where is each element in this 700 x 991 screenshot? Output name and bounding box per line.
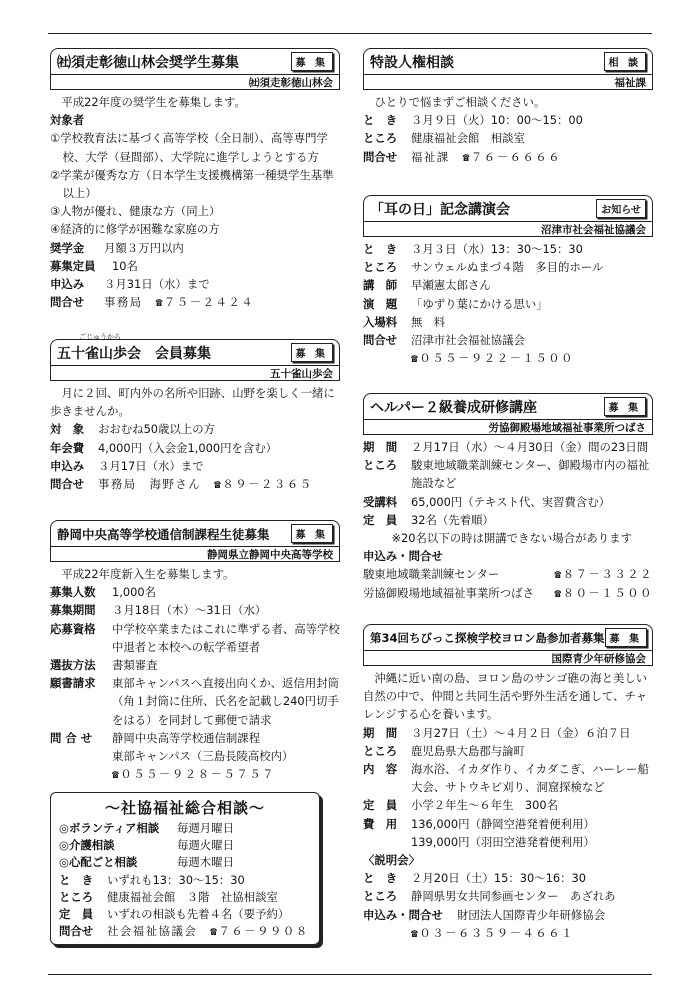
info-value: 静岡県男女共同参画センター あざれあ (411, 889, 616, 904)
rights-notice (363, 48, 653, 166)
info-value: 「ゆずり葉にかける思い」 (411, 296, 548, 311)
info-key: 問合せ (363, 333, 398, 348)
info-value: 事務局 海野さん ☎８９－２３６５ (98, 477, 313, 492)
school-notice (50, 520, 340, 783)
info-key: 期 間 (363, 440, 398, 454)
target-item: ④経済的に修学が困難な家庭の方 (50, 222, 220, 237)
welfare-consultation-box (50, 792, 320, 945)
info-row (363, 906, 653, 924)
info-row (363, 313, 653, 331)
info-row (363, 240, 653, 258)
info-row (363, 760, 653, 796)
info-key: ところ (363, 889, 398, 904)
info-value: ３月９日（火）10：00～15：00 (411, 113, 583, 128)
info-row (50, 439, 340, 457)
info-value: 1,000名 (112, 585, 156, 600)
contact-phone: ☎８７－３３２２ (554, 567, 653, 582)
target-item: ②学業が優秀な方（日本学生支援機構第一種奨学生基準以上） (50, 167, 334, 201)
info-key: ところ (59, 889, 94, 904)
info-value: いずれも13：30～15：30 (107, 872, 245, 887)
notice-org: 五十雀山歩会 (50, 365, 340, 381)
notice-org: 福祉課 (363, 74, 653, 90)
info-row (363, 511, 653, 529)
info-key: 費 用 (363, 816, 398, 831)
briefing-label: 〈説明会〉 (363, 853, 420, 868)
notice-intro: 平成22年度新入生を募集します。 (61, 567, 235, 581)
info-row (59, 906, 311, 923)
info-value: 無 料 (411, 314, 446, 329)
info-value: 中学校卒業またはこれに準ずる者、高等学校中退者と本校への転学希望者 (112, 621, 340, 654)
hiking-notice (50, 333, 340, 493)
info-value: 月額３万円以内 (104, 240, 184, 255)
info-value: 東部キャンパスへ直接出向くか、返信用封筒（角１封筒に住所、氏名を記載し240円切手をはる）を同封して郵便で請求 (112, 676, 340, 727)
info-value: ３月31日（水）まで (104, 277, 210, 292)
info-key: 定 員 (363, 512, 398, 527)
notice-body (363, 237, 653, 367)
notice-header (363, 48, 653, 74)
info-value: ☎０５５－９２８－５７５７ (112, 767, 276, 782)
info-row (50, 656, 340, 674)
notice-header (50, 48, 340, 74)
info-value: 136,000円（静岡空港発着便利用） (411, 816, 595, 831)
info-row (363, 148, 653, 166)
info-key: 入場料 (363, 314, 398, 329)
info-value: 健康福祉会館 ３階 社協相談室 (107, 889, 278, 904)
consult-row (59, 854, 311, 871)
info-key: 選抜方法 (50, 658, 96, 673)
notice-header (363, 195, 653, 221)
box-title: ～社協福祉総合相談～ (104, 799, 265, 817)
notice-body (50, 562, 340, 783)
info-row (50, 293, 340, 311)
info-value: 沼津市社会福祉協議会 (411, 333, 525, 348)
info-row (363, 869, 653, 887)
info-key: 定 員 (363, 798, 398, 813)
info-key: ところ (363, 743, 398, 758)
target-item: ①学校教育法に基づく高等学校（全日制）、高等専門学校、大学（昼間部）、大学院に進学しようとする方 (50, 131, 328, 164)
notice-intro: 平成22年度の奨学生を募集します。 (61, 95, 246, 109)
notice-tag: 募 集 (604, 397, 646, 416)
contact-row (363, 565, 653, 583)
info-key: 問合せ (363, 149, 398, 164)
box-body (59, 820, 311, 940)
consult-type: ◎介護相談 (59, 838, 115, 853)
target-item: ③人物が優れ、健康な方（同上） (50, 204, 221, 219)
notice-org: 沼津市社会福祉協議会 (363, 221, 653, 237)
info-value: 早瀬憲太郎さん (411, 278, 491, 293)
info-key: と き (363, 113, 398, 128)
notice-tag: 募 集 (291, 343, 333, 362)
info-key: 受講料 (363, 494, 398, 509)
info-value: 139,000円（羽田空港発着便利用） (411, 834, 595, 849)
contact-name: 労協御殿場地域福祉事業所つばさ (363, 585, 534, 600)
info-row (59, 889, 311, 906)
info-row (50, 420, 340, 438)
consult-row (59, 820, 311, 837)
info-key: 募集定員 (50, 258, 96, 273)
title-text: 五十雀山歩会 会員募集 (57, 345, 211, 362)
info-row (50, 620, 340, 656)
info-key: ところ (363, 131, 398, 146)
info-value: サンウェルぬまづ４階 多目的ホール (411, 260, 604, 275)
info-row (59, 923, 311, 940)
info-value: 福祉課 ☎７６－６６６６ (411, 149, 562, 164)
info-key: 問合せ (50, 477, 85, 492)
info-row (363, 129, 653, 147)
notice-header (50, 520, 340, 546)
notice-org: 労協御殿場地域福祉事業所つばさ (363, 419, 653, 435)
notice-tag: 募 集 (291, 524, 333, 543)
notice-tag: お知らせ (596, 199, 646, 218)
contact-name: 駿東地域職業訓練センター (363, 567, 500, 582)
info-value: 小学２年生～６年生 300名 (411, 798, 559, 813)
info-value: 事務局 ☎７５－２４２４ (104, 295, 255, 310)
notice-body (363, 90, 653, 166)
course-note: ※20名以下の時は開講できない場合があります (391, 531, 632, 546)
info-value: ☎０３－６３５９－４６６１ (411, 925, 575, 940)
info-row (363, 438, 653, 456)
info-key: 申込み (50, 458, 85, 473)
info-value: ☎０５５－９２２－１５００ (411, 351, 575, 366)
notice-title: 第34回ちびっこ探検学校ヨロン島参加者募集 (370, 630, 605, 645)
notice-header (363, 624, 653, 650)
info-value: おおむね50歳以上の方 (98, 422, 216, 437)
info-row (50, 257, 340, 275)
info-key: 対 象 (50, 422, 85, 437)
contact-row (363, 584, 653, 602)
info-value: 駿東地域職業訓練センター、御殿場市内の福祉施設など (411, 458, 650, 491)
info-value: 東部キャンパス（三島長陵高校内） (112, 749, 294, 764)
info-value: ２月20日（土）15：30～16：30 (411, 871, 586, 886)
notice-intro: ひとりで悩まずご相談ください。 (374, 95, 546, 109)
notice-body (50, 90, 340, 311)
notice-org: 国際青少年研修協会 (363, 650, 653, 666)
info-row (363, 887, 653, 905)
info-key: 募集人数 (50, 585, 96, 600)
info-key: 申込み・問合せ (363, 907, 443, 922)
info-value: いずれの相談も先着４名（要予約） (107, 907, 290, 922)
info-key: 募集期間 (50, 603, 96, 618)
info-value: 静岡中央高等学校通信制課程 (112, 730, 261, 745)
consult-type: ◎ボランティア相談 (59, 821, 160, 835)
info-row (59, 872, 311, 889)
notice-title: 「耳の日」記念講演会 (370, 201, 510, 218)
info-value: 鹿児島県大島郡与論町 (411, 743, 525, 758)
info-key: と き (363, 242, 398, 256)
info-value: ３月17日（水）まで (98, 458, 204, 473)
info-row (50, 275, 340, 293)
notice-body (363, 435, 653, 602)
scholarship-notice (50, 48, 340, 311)
info-row (50, 729, 340, 747)
info-key: ところ (363, 458, 398, 473)
info-key: 演 題 (363, 296, 398, 311)
info-key: 奨学金 (50, 240, 85, 255)
top-rule (48, 33, 652, 34)
consult-row (59, 837, 311, 854)
info-row (50, 239, 340, 257)
notice-tag: 相 談 (604, 52, 646, 71)
consult-day: 毎週月曜日 (177, 821, 234, 835)
consult-day: 毎週木曜日 (177, 855, 234, 870)
info-row (363, 796, 653, 814)
info-key: 問合せ (59, 924, 94, 939)
info-row (50, 583, 340, 601)
info-value: ３月27日（土）～４月２日（金）６泊７日 (411, 725, 631, 740)
info-value: 32名（先着順） (411, 512, 494, 527)
info-value: ３月18日（木）～31日（水） (112, 603, 267, 618)
consult-day: 毎週火曜日 (177, 838, 234, 853)
notice-org: 静岡県立静岡中央高等学校 (50, 546, 340, 562)
consult-type: ◎心配ごと相談 (59, 855, 138, 870)
info-row (363, 724, 653, 742)
helper-course-notice (363, 393, 653, 602)
info-key: 申込み (50, 277, 85, 292)
notice-header (363, 393, 653, 419)
info-value: 65,000円（テキスト代、実習費含む） (411, 494, 611, 509)
info-row (363, 111, 653, 129)
info-value: 海水浴、イカダ作り、イカダこぎ、ハーレー船大会、サトウキビ刈り、洞窟探検など (411, 762, 649, 795)
info-key: 年会費 (50, 440, 85, 455)
notice-body (363, 666, 653, 942)
notice-tag: 募 集 (291, 52, 333, 71)
info-row (50, 747, 340, 765)
info-value: ２月17日（水）～４月30日（金）間の23日間 (411, 440, 649, 454)
title-ruby: ごじゅうから (79, 333, 121, 341)
info-row (50, 765, 340, 783)
notice-title: ㈳須走彰徳山林会奨学生募集 (57, 54, 239, 71)
info-value: 書類審査 (112, 658, 158, 673)
info-value: 健康福祉会館 相談室 (411, 131, 525, 146)
info-key: と き (59, 872, 94, 887)
info-row (363, 493, 653, 511)
info-value: 4,000円（入会金1,000円を含む） (98, 440, 278, 455)
notice-intro: 沖縄に近い南の島、ヨロン島のサンゴ礁の海と美しい自然の中で、仲間と共同生活や野外生活を通して、チャレンジする心を養います。 (363, 671, 648, 722)
notice-title (57, 333, 211, 363)
info-key: 講 師 (363, 278, 398, 293)
info-row (50, 674, 340, 729)
info-row (363, 456, 653, 492)
info-row (363, 258, 653, 276)
info-row (363, 742, 653, 760)
info-key: 願書請求 (50, 676, 96, 691)
info-key: 期 間 (363, 725, 398, 740)
notice-body (50, 381, 340, 493)
notice-header (50, 333, 340, 365)
info-key: 内 容 (363, 762, 398, 777)
info-key: 問合せ (50, 295, 85, 310)
info-value: 財団法人国際青少年研修協会 (457, 907, 606, 922)
info-key: 定 員 (59, 907, 94, 922)
notice-title: ヘルパー２級養成研修講座 (370, 399, 538, 416)
island-camp-notice (363, 624, 653, 942)
info-key: 問 合 せ (50, 730, 93, 745)
info-key: 応募資格 (50, 621, 96, 636)
info-row (363, 276, 653, 294)
bottom-rule (48, 974, 652, 975)
notice-title: 静岡中央高等学校通信制課程生徒募集 (57, 526, 270, 542)
target-label: 対象者 (50, 113, 85, 128)
info-row (50, 457, 340, 475)
notice-title: 特設人権相談 (370, 54, 454, 71)
info-row (363, 295, 653, 313)
info-value: 10名 (112, 258, 138, 273)
info-value: 社会福祉協議会 ☎７６－９９０８ (107, 924, 309, 939)
info-row (363, 349, 653, 367)
contact-label: 申込み・問合せ (363, 549, 443, 564)
notice-tag: 募 集 (605, 628, 647, 647)
notice-org: ㈳須走彰徳山林会 (50, 74, 340, 90)
info-row (363, 833, 653, 851)
info-value: ３月３日（水）13：30～15：30 (411, 242, 583, 256)
info-row (363, 815, 653, 833)
notice-intro: 月に２回、町内外の名所や旧跡、山野を楽しく一緒に歩きませんか。 (50, 386, 335, 419)
info-row (363, 331, 653, 349)
info-row (363, 924, 653, 942)
ear-day-notice (363, 195, 653, 367)
info-key: と き (363, 871, 398, 886)
contact-phone: ☎８０－１５００ (554, 585, 653, 600)
info-row (50, 601, 340, 619)
info-key: ところ (363, 260, 398, 275)
info-row (50, 475, 340, 493)
